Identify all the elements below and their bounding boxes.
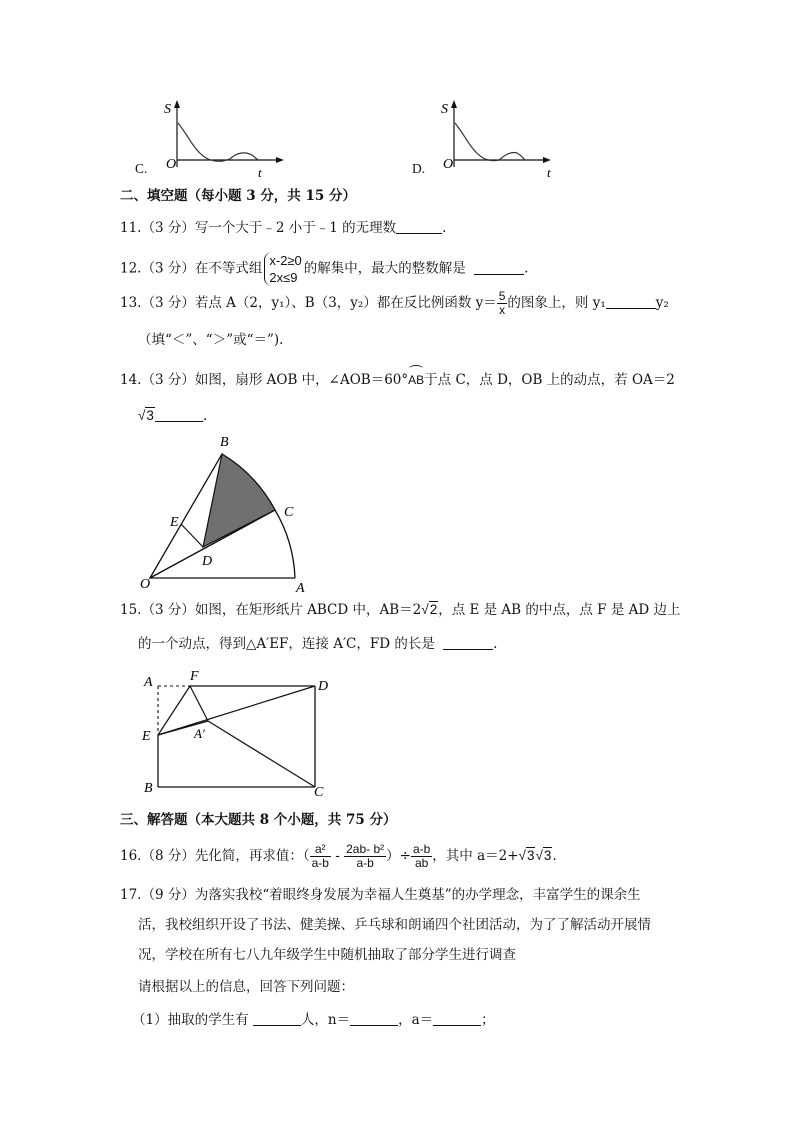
graph-d-origin: O <box>443 157 454 172</box>
q17-sub1-pre: （1）抽取的学生有 <box>132 1012 249 1028</box>
q17-blank-count <box>253 1010 301 1026</box>
q15-sqrt-value: 2 <box>429 602 438 617</box>
q16-end: . <box>552 848 557 864</box>
graph-c-xlabel: t <box>258 165 262 180</box>
q15-sqrt: √2 <box>421 602 438 617</box>
q15-blank <box>443 634 493 650</box>
graph-d-ylabel: S <box>441 102 448 117</box>
q13-blank <box>606 293 656 309</box>
fig15-label-a-prime: A′ <box>194 726 205 741</box>
q14-post: 于点 C，点 D，OB 上的动点，若 OA＝2 <box>424 372 675 388</box>
q14-end: . <box>202 408 208 424</box>
q12-post: 的解集中，最大的整数解是 <box>303 260 466 277</box>
figure-15-rectangle <box>138 666 338 798</box>
q17-blank-a <box>433 1010 481 1026</box>
fig14-label-o: O <box>140 577 151 592</box>
q17-line-4: 请根据以上的信息，回答下列问题： <box>138 979 354 995</box>
q14-sqrt-value: 3 <box>146 408 154 423</box>
q11-end: . <box>442 220 447 236</box>
q16-sqrt-1: √3 <box>518 848 535 863</box>
question-11 <box>120 218 446 238</box>
q15-post: ，点 E 是 AB 的中点，点 F 是 AD 边上 <box>438 602 681 618</box>
q14-arc-ab: AB <box>408 370 424 390</box>
q12-pre: 12.（3 分）在不等式组 <box>120 260 263 277</box>
q16-fraction-2 <box>344 843 386 870</box>
option-c <box>135 95 285 180</box>
question-12 <box>120 252 528 286</box>
q16-minus: - <box>335 848 340 864</box>
section-3-heading: 三、解答题（本大题共 8 个小题，共 75 分） <box>120 812 397 828</box>
question-13 <box>120 290 669 317</box>
q16-sqrt-1-value: 3 <box>526 848 535 863</box>
q15-line-2-text: 的一个动点，得到△A′EF，连接 A′C，FD 的长是 <box>138 636 435 652</box>
q13-after: y₂ <box>655 295 669 311</box>
q14-sqrt: √3 <box>138 408 154 423</box>
q13-frac-num: 5 <box>498 289 506 303</box>
q17-sub1-a: 人，n＝ <box>300 1012 351 1028</box>
graph-c <box>160 95 285 180</box>
graph-c-ylabel: S <box>164 102 171 117</box>
graph-d-xlabel: t <box>547 165 551 180</box>
q12-inequality-system <box>264 252 301 286</box>
fig14-label-a: A <box>296 581 305 594</box>
q11-blank <box>396 218 442 234</box>
fig15-label-f: F <box>190 669 199 684</box>
q16-f3-den: ab <box>414 856 429 870</box>
option-d <box>412 95 562 180</box>
q17-sub1-end: ； <box>481 1012 495 1028</box>
q17-line-2: 活，我校组织开设了书法、健美操、乒乓球和朗诵四个社团活动，为了了解活动开展情 <box>138 917 651 933</box>
question-15 <box>120 600 681 620</box>
q16-f1-den: a-b <box>311 856 329 870</box>
q12-blank <box>474 259 524 275</box>
question-16 <box>120 843 557 870</box>
q16-fraction-1 <box>310 843 331 870</box>
figure-14-sector <box>138 432 318 594</box>
fig15-label-e: E <box>142 729 151 744</box>
q14-blank <box>155 406 203 422</box>
q16-post: ，其中 a＝2+ <box>432 848 519 864</box>
q13-fraction <box>497 290 508 317</box>
option-c-label: C. <box>135 161 148 176</box>
q17-line-1: 17.（9 分）为落实我校“着眼终身发展为幸福人生奠基”的办学理念，丰富学生的课余生 <box>120 887 641 903</box>
q16-f3-num: a-b <box>412 842 431 856</box>
q13-frac-den: x <box>499 303 506 317</box>
fig15-label-a: A <box>144 675 153 690</box>
q14-pre: 14.（3 分）如图，扇形 AOB 中，∠AOB＝60° <box>120 372 409 388</box>
q16-f2-den: a-b <box>356 856 374 870</box>
fig14-label-b: B <box>220 435 229 450</box>
fig14-label-c: C <box>284 505 294 520</box>
q16-f2-num: 2ab- b² <box>346 842 385 856</box>
q17-blank-n <box>350 1010 398 1026</box>
fig15-label-c: C <box>314 785 324 798</box>
q17-sub-1 <box>132 1010 495 1030</box>
question-14 <box>120 370 675 390</box>
q11-text: 11.（3 分）写一个大于﹣2 小于﹣1 的无理数 <box>120 220 397 236</box>
option-d-label: D. <box>412 161 426 176</box>
section-2-heading: 二、填空题（每小题 3 分，共 15 分） <box>120 188 356 204</box>
fig15-label-b: B <box>144 781 153 796</box>
q17-line-3: 况，学校在所有七八九年级学生中随机抽取了部分学生进行调查 <box>138 947 516 963</box>
graph-d <box>437 95 562 180</box>
q17-sub1-b: ，a＝ <box>398 1012 434 1028</box>
q16-pre: 16.（8 分）先化简，再求值：（ <box>120 848 310 864</box>
graph-c-origin: O <box>166 157 177 172</box>
fig14-label-d: D <box>202 554 213 569</box>
q16-f1-num: a² <box>310 843 331 857</box>
q12-end: . <box>524 260 529 277</box>
q13-line-2: （填“＜”、“＞”或“＝”). <box>138 332 284 348</box>
q12-ineq-1: x-2≥0 <box>269 253 302 268</box>
q12-ineq-2: 2x≤9 <box>269 270 298 285</box>
q13-pre: 13.（3 分）若点 A（2，y₁）、B（3，y₂）都在反比例函数 y＝ <box>120 295 497 311</box>
q16-fraction-3 <box>411 843 432 870</box>
q15-end: . <box>493 636 498 652</box>
q16-sqrt-2-value: 3 <box>543 848 552 863</box>
q15-pre: 15.（3 分）如图，在矩形纸片 ABCD 中，AB＝2 <box>120 602 422 618</box>
q14-line-2 <box>138 406 207 426</box>
q16-sqrt-2: √3 <box>535 848 552 863</box>
fig14-label-e: E <box>170 515 179 530</box>
q16-mid: ）÷ <box>386 848 411 864</box>
q13-mid: 的图象上，则 y₁ <box>507 295 606 311</box>
fig15-label-d: D <box>318 679 329 694</box>
q15-line-2 <box>138 634 497 654</box>
